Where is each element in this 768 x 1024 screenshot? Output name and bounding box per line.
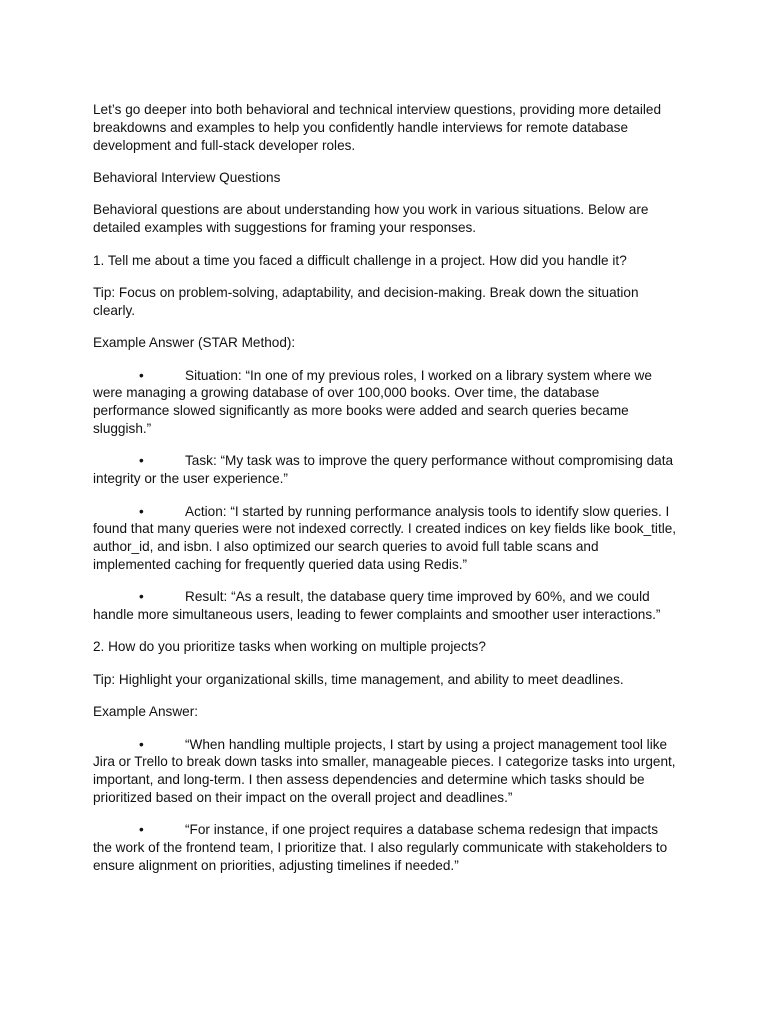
list-item-text: Situation: “In one of my previous roles, I worked on a library system where we were managing a growing database of over 100,000 books. Over time, the database performance slowed significantly as more books were added and search queries became sluggish.” [93,367,652,436]
question-1-tip: Tip: Focus on problem-solving, adaptability, and decision-making. Break down the situation clearly. [93,284,639,318]
list-item [93,452,679,488]
list-item-text: “For instance, if one project requires a database schema redesign that impacts the work of the frontend team, I prioritize that. I also regularly communicate with stakeholders to ensure alignment on priorities, adjusting timelines if needed.” [93,822,668,874]
list-item [93,821,679,874]
list-item-text: Action: “I started by running performance analysis tools to identify slow queries. I found that many queries were not indexed correctly. I created indices on key fields like book_title, author_id, and isbn. I also optimized our search queries to avoid full table scans and implemented caching for frequently queried data using Redis.” [93,503,677,572]
question-2-tip: Tip: Highlight your organizational skills, time management, and ability to meet deadlines. [93,671,624,687]
question-1: 1. Tell me about a time you faced a difficult challenge in a project. How did you handle it? [93,252,627,268]
list-item-text: Task: “My task was to improve the query performance without compromising data integrity or the user experience.” [93,453,674,487]
question-2: 2. How do you prioritize tasks when working on multiple projects? [93,639,486,655]
bullet-icon: • [139,822,144,838]
list-item-text: “When handling multiple projects, I start by using a project management tool like Jira or Trello to break down tasks into smaller, manageable pieces. I categorize tasks into urgent, important, and long-term. I then assess dependencies and determine which tasks should be prioritized based on their impact on the overall project and deadlines.” [93,736,676,806]
intro-paragraph: Let’s go deeper into both behavioral and technical interview questions, providing more detailed breakdowns and examples to help you confidently handle interviews for remote database development and full-stack developer roles. [93,102,662,153]
bullet-icon: • [139,736,144,752]
list-item-text: Result: “As a result, the database query time improved by 60%, and we could handle more simultaneous users, leading to fewer complaints and smoother user interactions.” [93,589,661,623]
section-heading: Behavioral Interview Questions [93,169,281,185]
list-item [93,588,679,624]
question-2-example-label: Example Answer: [93,704,199,720]
bullet-icon: • [139,589,144,605]
list-item [93,736,679,807]
bullet-icon: • [139,453,144,469]
list-item [93,367,679,438]
bullet-icon: • [139,367,144,383]
question-1-example-label: Example Answer (STAR Method): [93,335,296,351]
section-intro-paragraph: Behavioral questions are about understanding how you work in various situations. Below are detailed examples with suggestions for framing your responses. [93,202,649,236]
document-body [93,101,679,889]
bullet-icon: • [139,503,144,519]
list-item [93,503,679,574]
